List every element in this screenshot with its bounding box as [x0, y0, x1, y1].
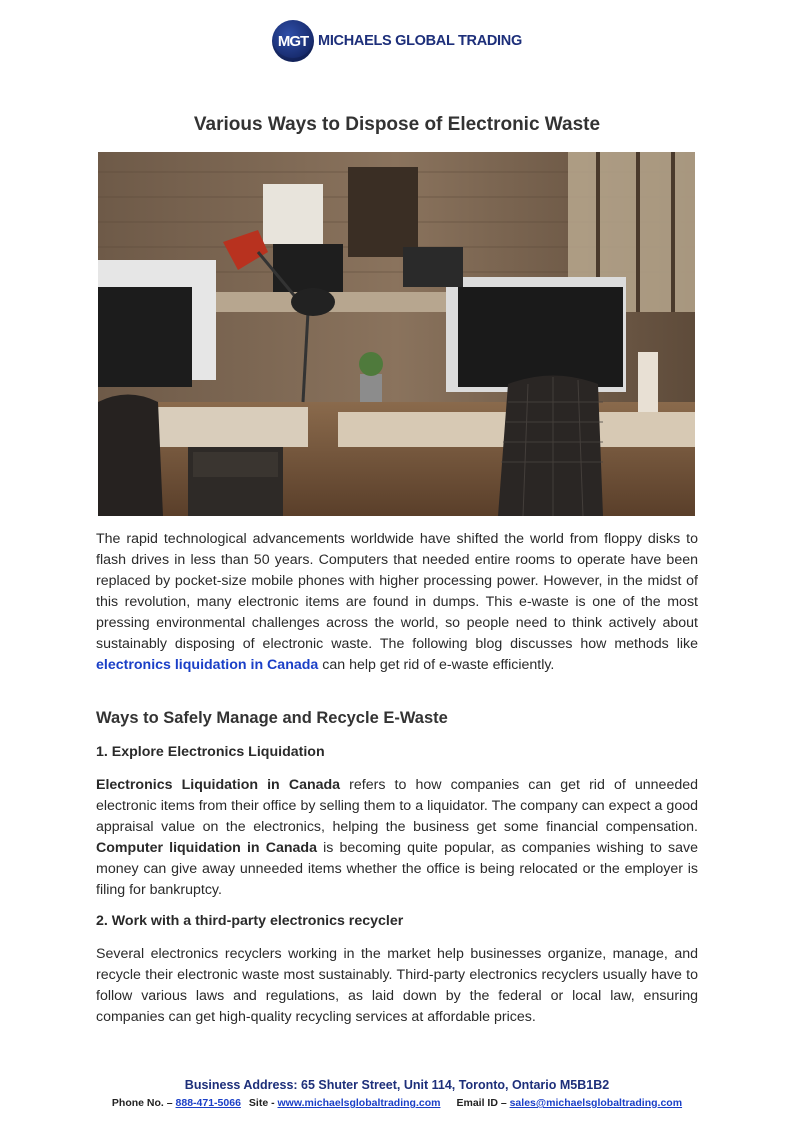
footer-address: Business Address: 65 Shuter Street, Unit 114, Toronto, Ontario M5B1B2 — [184, 1078, 610, 1092]
item2-heading: 2. Work with a third-party electronics recycler — [96, 913, 404, 929]
logo-badge: MGT — [272, 20, 314, 62]
intro-paragraph — [96, 529, 698, 676]
item1-heading: 1. Explore Electronics Liquidation — [96, 744, 325, 760]
page-title: Various Ways to Dispose of Electronic Waste — [193, 114, 601, 135]
item1-bold2: Computer liquidation in Canada — [96, 840, 317, 856]
footer-contact — [0, 1097, 794, 1109]
item1-text2: is becoming quite popular, as companies wishing to save money can give away unneeded items whether the office is being relocated or the employer is filing for bankruptcy. — [96, 840, 698, 898]
item2-paragraph: Several electronics recyclers working in the market help businesses organize, manage, and recycle their electronic waste most sustainably. Third-party electronics recyclers usually have to follow various laws and regulations, as laid down by the federal or local law, ensuring companies can get high-quality recycling services at affordable prices. — [96, 946, 698, 1025]
item1-text1: refers to how companies can get rid of unneeded electronic items from their office by selling them to a liquidator. The company can expect a good appraisal value on the electronics, helping the business get some financial compensation. — [96, 777, 699, 835]
email-link[interactable]: sales@michaelsglobaltrading.com — [509, 1097, 683, 1109]
intro-text: The rapid technological advancements worldwide have shifted the world from floppy disks to flash drives in less than 50 years. Computers that needed entire rooms to operate have been replaced by pocket-size mobile phones with higher processing power. However, in the midst of this revolution, many electronic items are found in dumps. This e-waste is one of the most pressing environmental challenges across the world, so people need to think actively about sustainably disposing of electronic waste. The following blog discusses how methods like — [96, 531, 698, 652]
site-label: Site - — [248, 1097, 278, 1109]
intro-tail: can help get rid of e-waste efficiently. — [318, 657, 555, 673]
company-logo — [0, 20, 794, 62]
email-label: Email ID – — [456, 1097, 510, 1109]
phone-link[interactable]: 888-471-5066 — [175, 1097, 241, 1109]
site-link[interactable]: www.michaelsglobaltrading.com — [277, 1097, 441, 1109]
office-photo — [98, 152, 695, 516]
liquidation-link[interactable]: electronics liquidation in Canada — [96, 657, 319, 673]
item1-bold1: Electronics Liquidation in Canada — [96, 777, 341, 793]
item1-paragraph — [96, 775, 698, 901]
section-heading: Ways to Safely Manage and Recycle E-Waste — [96, 709, 448, 727]
phone-label: Phone No. – — [111, 1097, 176, 1109]
logo-name: MICHAELS GLOBAL TRADING — [318, 33, 522, 49]
